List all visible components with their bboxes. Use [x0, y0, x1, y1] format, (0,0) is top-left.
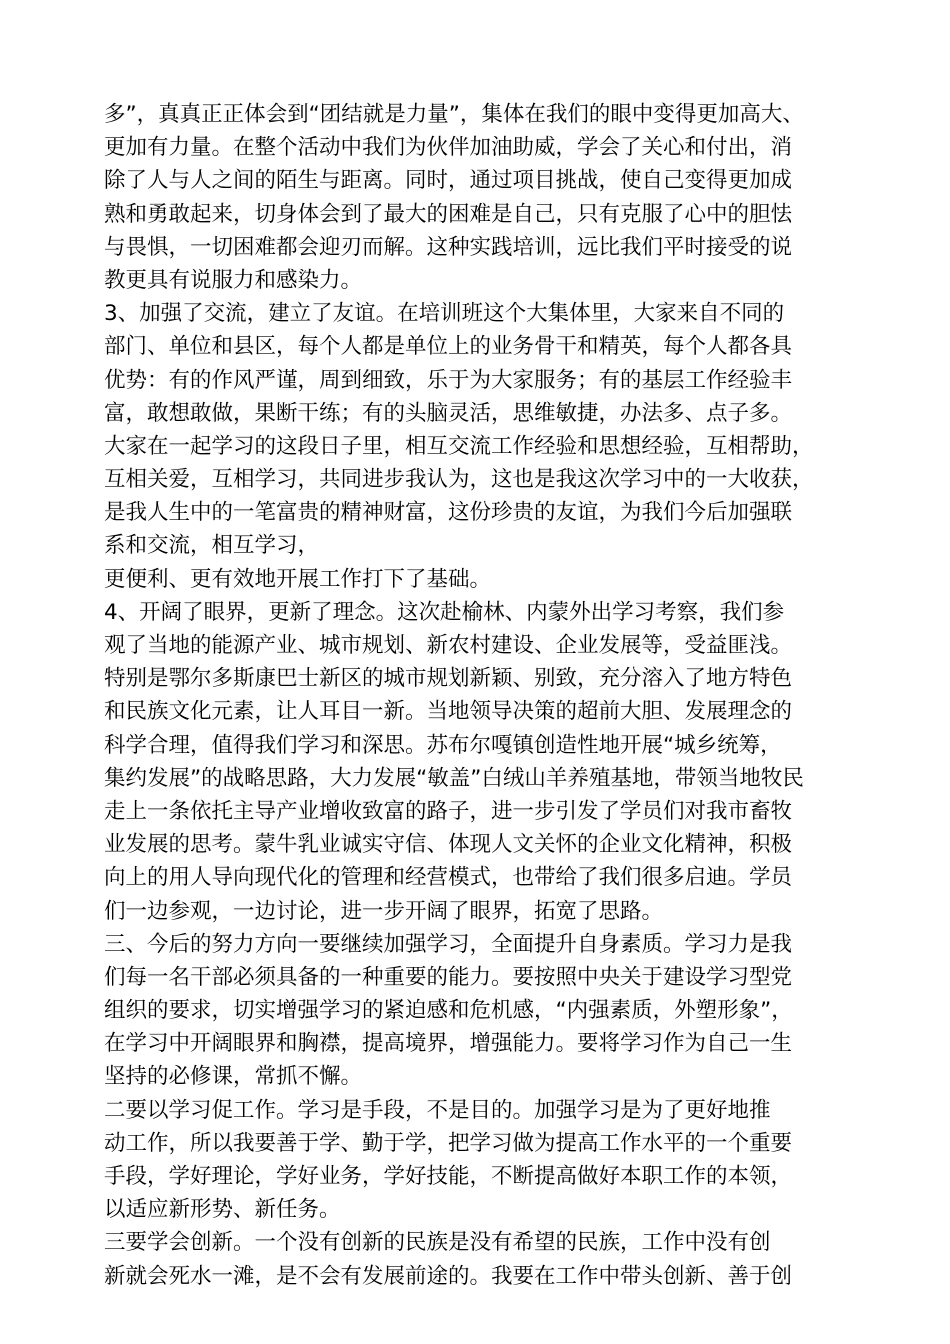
- text-line: 和民族文化元素，让人耳目一新。当地领导决策的超前大胆、发展理念的: [104, 699, 793, 725]
- text-line: 特别是鄂尔多斯康巴士新区的城市规划新颖、别致，充分溶入了地方特色: [104, 666, 793, 692]
- text-line: 与畏惧，一切困难都会迎刃而解。这种实践培训，远比我们平时接受的说: [104, 234, 793, 260]
- text-line: 三要学会创新。一个没有创新的民族是没有希望的民族，工作中没有创: [104, 1230, 771, 1256]
- text-line: 熟和勇敢起来，切身体会到了最大的困难是自己，只有克服了心中的胆怯: [104, 201, 793, 227]
- text-line: 互相关爱，互相学习，共同进步我认为，这也是我这次学习中的一大收获，: [104, 467, 814, 493]
- text-line: 富，敢想敢做，果断干练；有的头脑灵活，思维敏捷，办法多、点子多。: [104, 400, 793, 426]
- text-line: 在学习中开阔眼界和胸襟，提高境界，增强能力。要将学习作为自己一生: [104, 1031, 793, 1057]
- text-line: 们每一名干部必须具备的一种重要的能力。要按照中央关于建设学习型党: [104, 964, 793, 990]
- text-line: 优势：有的作风严谨，周到细致，乐于为大家服务；有的基层工作经验丰: [104, 367, 793, 393]
- text-line: 除了人与人之间的陌生与距离。同时，通过项目挑战，使自己变得更加成: [104, 168, 793, 194]
- text-line: 向上的用人导向现代化的管理和经营模式，也带给了我们很多启迪。学员: [104, 865, 793, 891]
- text-line: 部门、单位和县区，每个人都是单位上的业务骨干和精英，每个人都各具: [104, 334, 793, 360]
- text-line: 三、今后的努力方向一要继续加强学习，全面提升自身素质。学习力是我: [104, 931, 793, 957]
- text-line: 以适应新形势、新任务。: [104, 1197, 341, 1223]
- text-line: 动工作，所以我要善于学、勤于学，把学习做为提高工作水平的一个重要: [104, 1130, 793, 1156]
- text-line: 4、开阔了眼界，更新了理念。这次赴榆林、内蒙外出学习考察，我们参: [104, 599, 785, 625]
- text-line: 二要以学习促工作。学习是手段，不是目的。加强学习是为了更好地推: [104, 1097, 771, 1123]
- text-line: 们一边参观，一边讨论，进一步开阔了眼界，拓宽了思路。: [104, 898, 664, 924]
- text-line: 新就会死水一滩，是不会有发展前途的。我要在工作中带头创新、善于创: [104, 1263, 793, 1289]
- body-text: [104, 98, 874, 1293]
- text-line: 更便利、更有效地开展工作打下了基础。: [104, 566, 492, 592]
- text-line: 走上一条依托主导产业增收致富的路子，进一步引发了学员们对我市畜牧: [104, 798, 793, 824]
- text-line: 3、加强了交流，建立了友谊。在培训班这个大集体里，大家来自不同的: [104, 301, 785, 327]
- text-line: 是我人生中的一笔富贵的精神财富，这份珍贵的友谊，为我们今后加强联: [104, 500, 793, 526]
- text-line: 手段，学好理论，学好业务，学好技能，不断提高做好本职工作的本领，: [104, 1164, 793, 1189]
- text-line: 观了当地的能源产业、城市规划、新农村建设、企业发展等，受益匪浅。: [104, 633, 793, 658]
- text-line: 科学合理，值得我们学习和深思。苏布尔嘎镇创造性地开展“城乡统筹，: [104, 732, 782, 758]
- text-line: 组织的要求，切实增强学习的紧迫感和危机感，“内强素质，外塑形象”，: [104, 998, 793, 1024]
- text-line: 大家在一起学习的这段日子里，相互交流工作经验和思想经验，互相帮助，: [104, 433, 814, 459]
- text-line: 多”，真真正正体会到“团结就是力量”，集体在我们的眼中变得更加高大、: [104, 102, 804, 127]
- text-line: 业发展的思考。蒙牛乳业诚实守信、体现人文关怀的企业文化精神，积极: [104, 832, 793, 858]
- text-line: 集约发展”的战略思路，大力发展“敏盖”白绒山羊养殖基地，带领当地牧民: [104, 765, 804, 791]
- text-line: 坚持的必修课，常抓不懈。: [104, 1064, 363, 1090]
- text-line: 更加有力量。在整个活动中我们为伙伴加油助威，学会了关心和付出，消: [104, 135, 793, 161]
- text-line: 系和交流，相互学习，: [104, 533, 320, 559]
- text-line: 教更具有说服力和感染力。: [104, 267, 363, 293]
